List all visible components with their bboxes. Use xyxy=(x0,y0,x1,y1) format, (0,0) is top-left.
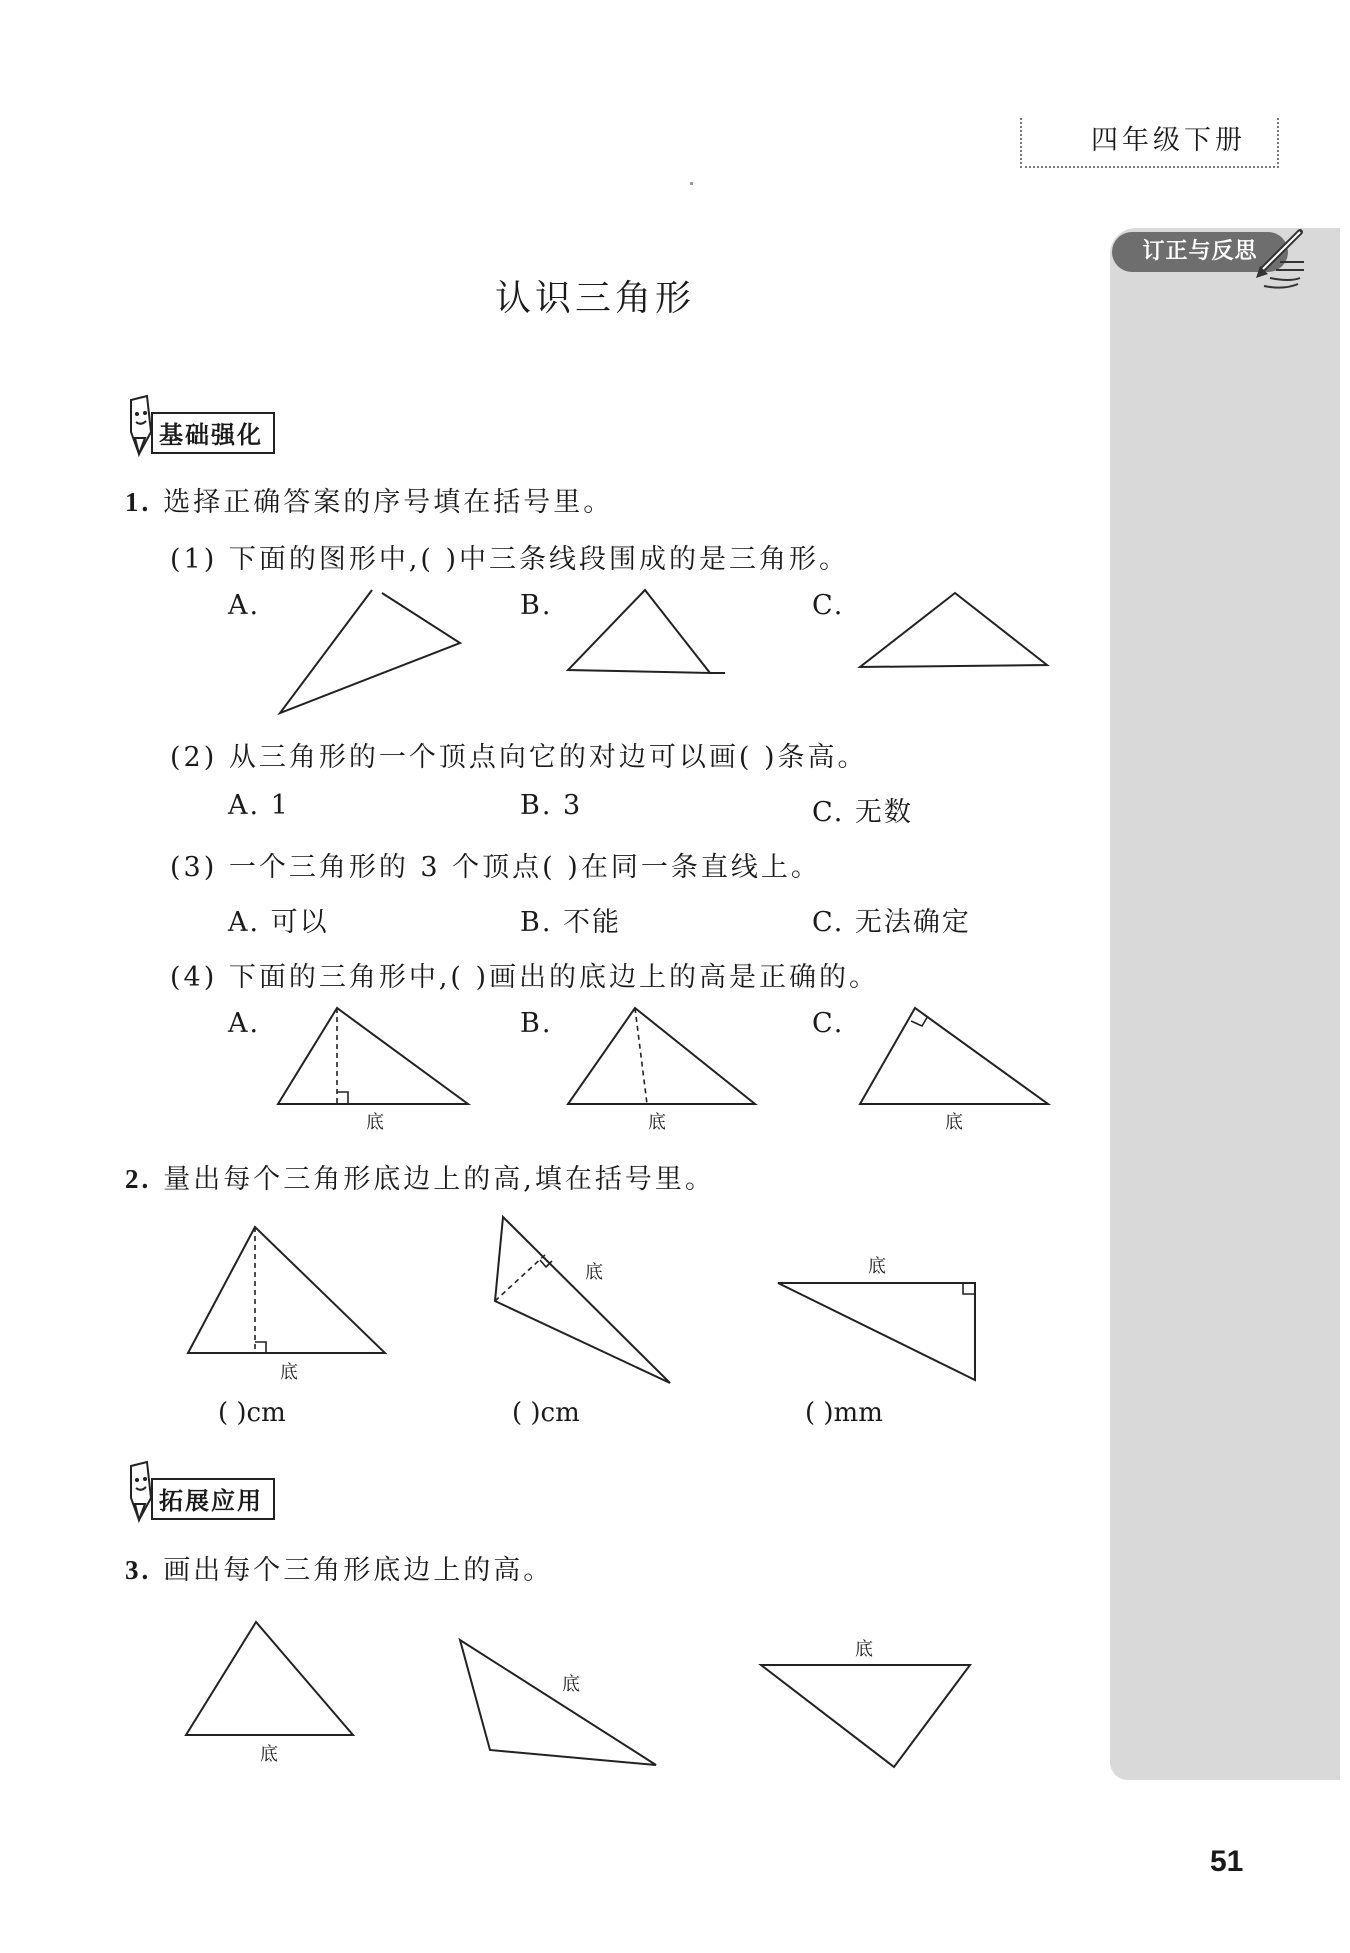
q1-sub1-figure-a xyxy=(270,585,470,720)
q1-sub3-option-c: C. 无法确定 xyxy=(812,907,971,938)
lesson-title: 认识三角形 xyxy=(494,278,695,319)
q1-sub4-option-c: C. xyxy=(812,1008,845,1039)
base-label: 底 xyxy=(648,1112,666,1133)
base-label: 底 xyxy=(585,1262,603,1283)
correction-panel[interactable] xyxy=(1110,228,1340,1780)
question-3-text: 画出每个三角形底边上的高。 xyxy=(163,1555,554,1586)
q1-sub3-option-a: A. 可以 xyxy=(228,907,329,938)
q1-sub3-option-b: B. 不能 xyxy=(520,907,622,938)
speck xyxy=(690,182,693,185)
q3-figure-3 xyxy=(755,1630,985,1780)
section-extend xyxy=(125,1458,425,1528)
section-extend-label: 拓展应用 xyxy=(151,1478,275,1520)
q1-sub2-option-c: C. 无数 xyxy=(812,797,913,828)
q1-sub1-option-c: C. xyxy=(812,590,845,621)
q1-sub1-option-a: A. xyxy=(228,590,261,621)
q1-sub4-figure-c xyxy=(855,1000,1065,1140)
q1-sub1-figure-b xyxy=(560,585,740,685)
q2-answer-2[interactable]: ( )cm xyxy=(512,1398,580,1428)
q1-sub1-text: (1) 下面的图形中,( )中三条线段围成的是三角形。 xyxy=(170,544,850,575)
q1-sub4-figure-a xyxy=(270,1000,480,1140)
q2-figure-2 xyxy=(480,1205,700,1395)
base-label: 底 xyxy=(260,1744,278,1765)
section-basic xyxy=(125,392,425,462)
q2-answer-1[interactable]: ( )cm xyxy=(218,1398,286,1428)
q1-sub4-option-b: B. xyxy=(520,1008,553,1039)
q1-sub1-option-b: B. xyxy=(520,590,553,621)
q3-figure-1 xyxy=(180,1610,380,1770)
base-label: 底 xyxy=(280,1362,298,1383)
base-label: 底 xyxy=(868,1256,886,1277)
question-1 xyxy=(125,480,613,519)
question-2-text: 量出每个三角形底边上的高,填在括号里。 xyxy=(163,1164,715,1195)
base-label: 底 xyxy=(562,1674,580,1695)
page-number: 51 xyxy=(1210,1845,1244,1878)
question-1-number: 1. xyxy=(125,487,152,517)
question-2-number: 2. xyxy=(125,1164,152,1194)
q3-figure-2 xyxy=(450,1630,680,1770)
pencil-icon xyxy=(1250,226,1310,298)
base-label: 底 xyxy=(366,1112,384,1133)
q2-answer-3[interactable]: ( )mm xyxy=(805,1398,883,1428)
q1-sub2-text: (2) 从三角形的一个顶点向它的对边可以画( )条高。 xyxy=(170,742,868,773)
q2-figure-1 xyxy=(180,1215,400,1385)
base-label: 底 xyxy=(945,1112,963,1133)
q1-sub2-option-b: B. 3 xyxy=(520,790,583,821)
q1-sub4-figure-b xyxy=(560,1000,770,1140)
section-basic-label: 基础强化 xyxy=(151,412,275,454)
question-2 xyxy=(125,1157,715,1196)
q1-sub3-text: (3) 一个三角形的 3 个顶点( )在同一条直线上。 xyxy=(170,852,821,883)
q2-figure-3 xyxy=(770,1250,990,1390)
question-3-number: 3. xyxy=(125,1555,152,1585)
question-3 xyxy=(125,1548,553,1587)
q1-sub4-option-a: A. xyxy=(228,1008,261,1039)
q1-sub2-option-a: A. 1 xyxy=(228,790,290,821)
q1-sub1-figure-c xyxy=(855,585,1055,685)
grade-label: 四年级下册 xyxy=(1085,118,1252,157)
q1-sub4-text: (4) 下面的三角形中,( )画出的底边上的高是正确的。 xyxy=(170,962,880,993)
question-1-text: 选择正确答案的序号填在括号里。 xyxy=(163,487,614,518)
base-label: 底 xyxy=(855,1639,873,1660)
correction-panel-title: 订正与反思 xyxy=(1112,232,1288,272)
